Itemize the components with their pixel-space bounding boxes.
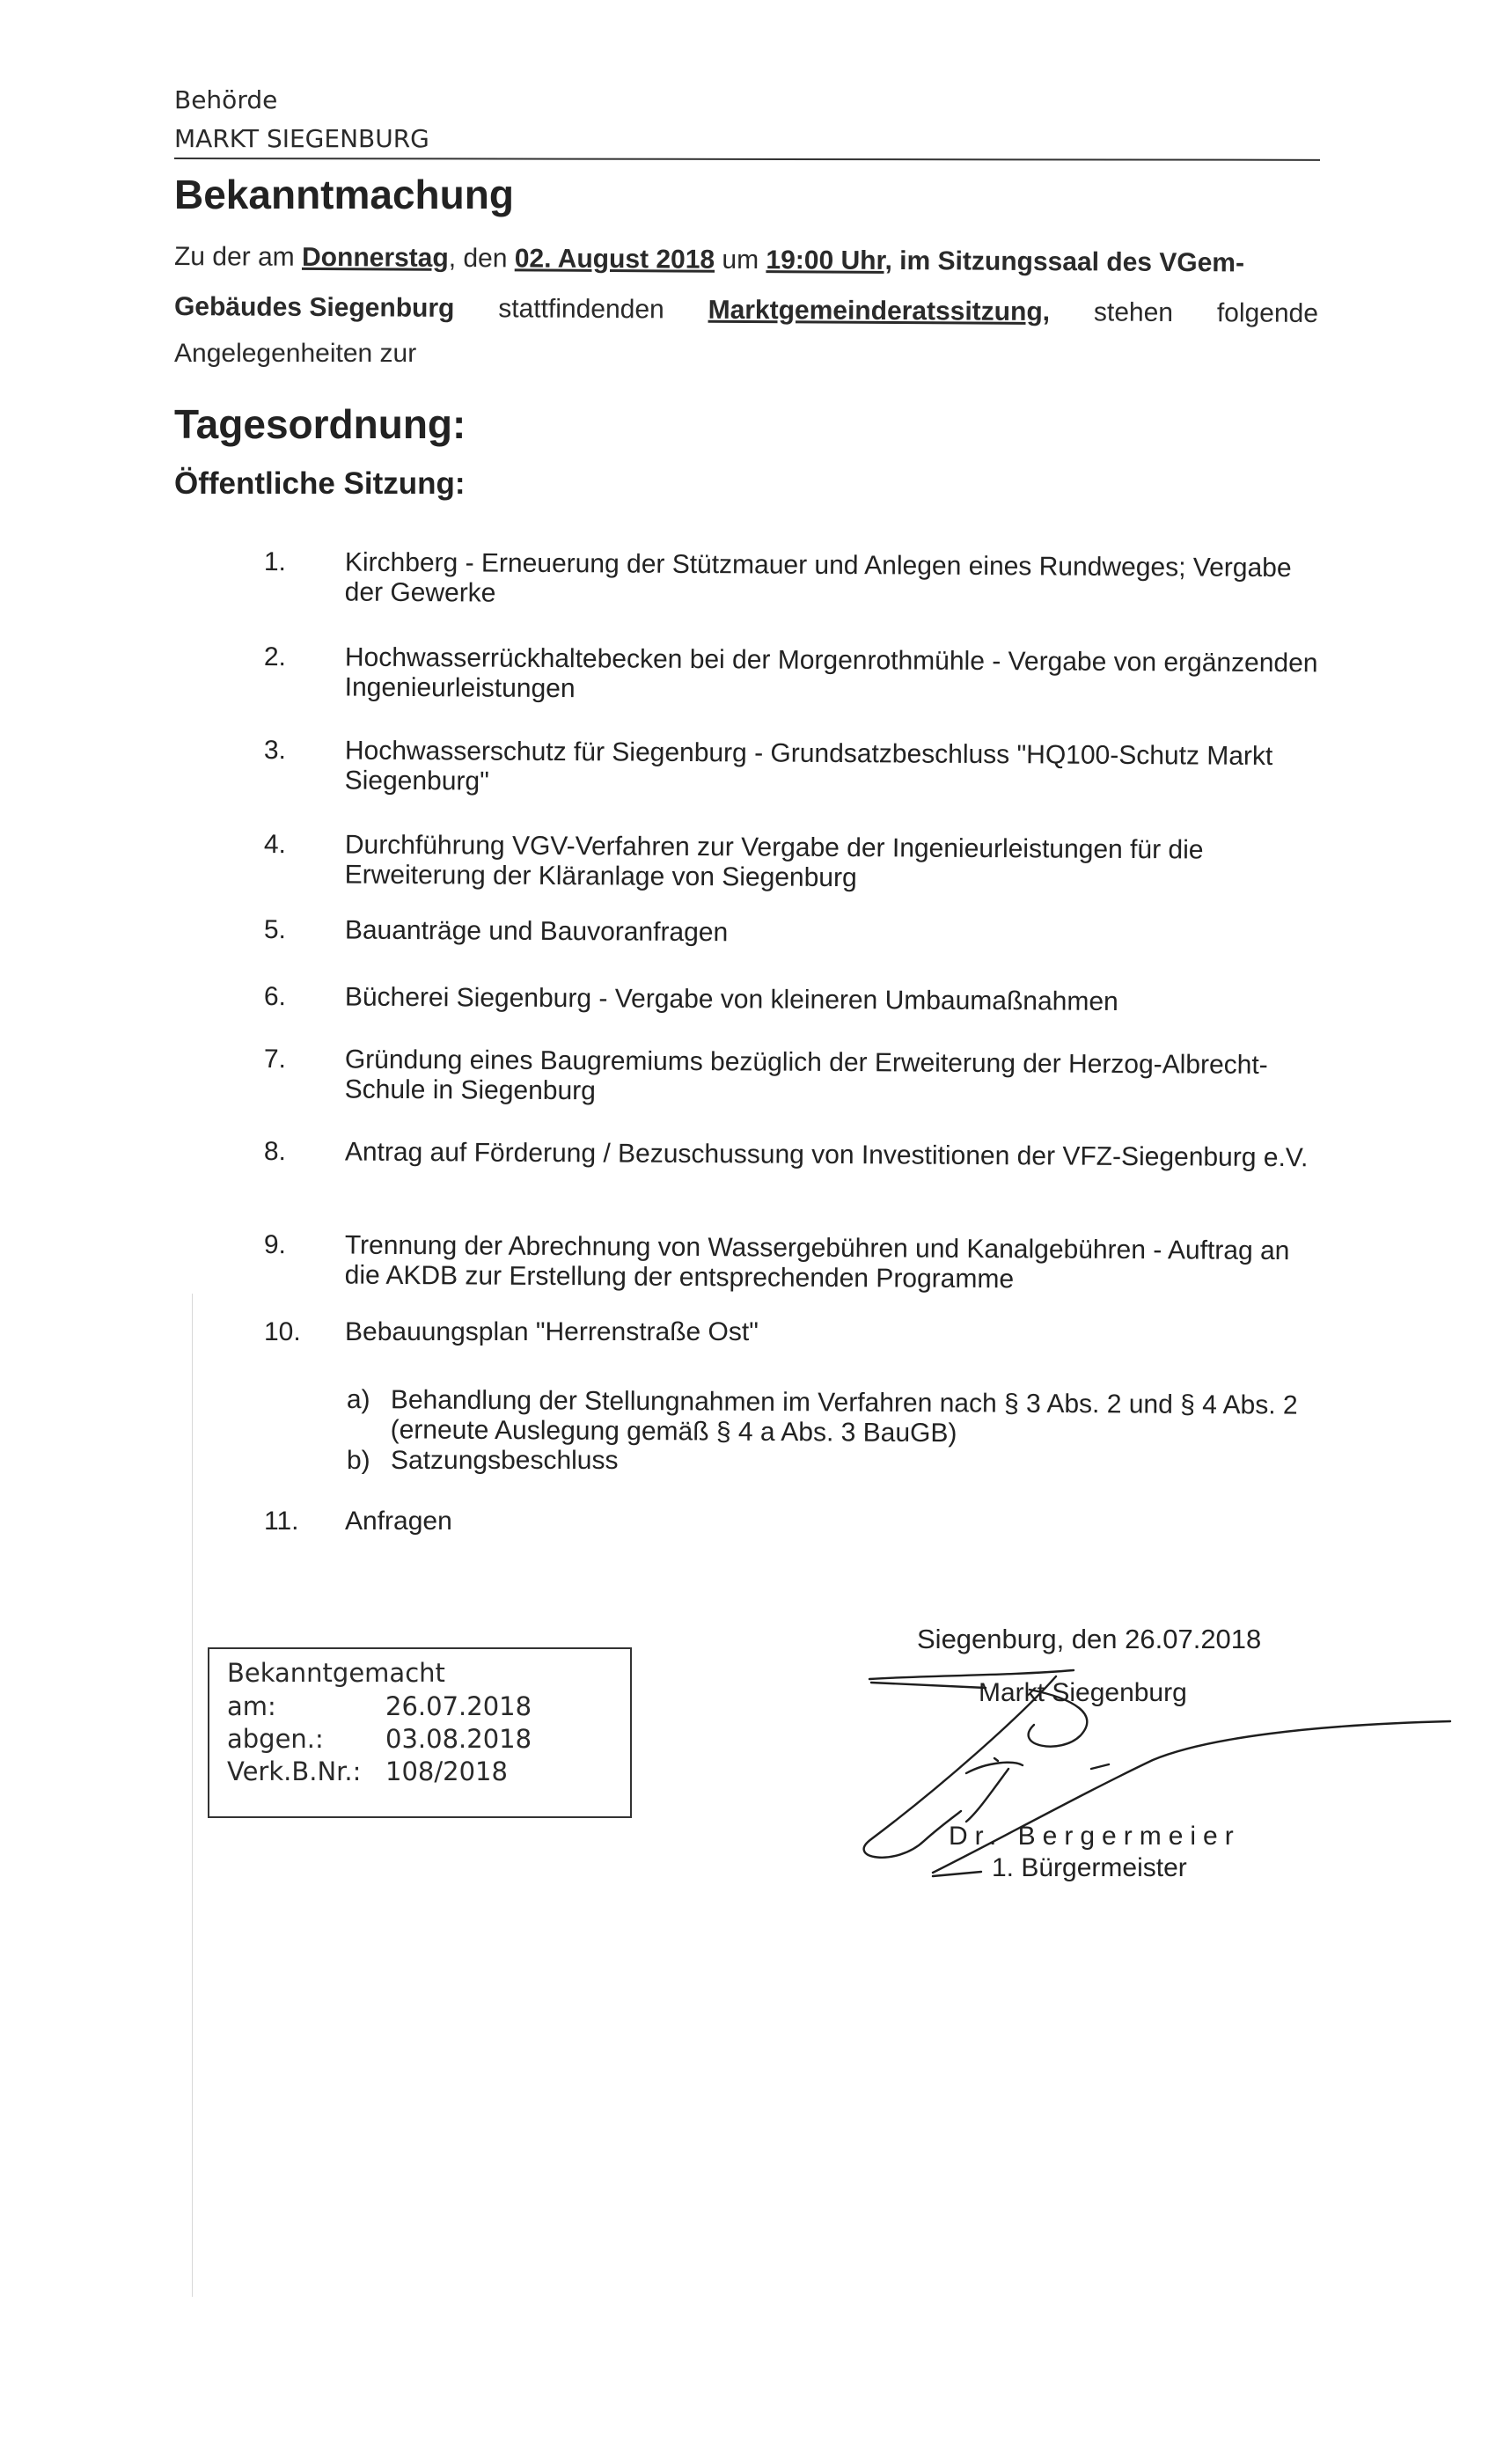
meeting-time: 19:00 Uhr, bbox=[766, 246, 893, 275]
agenda-title: Tagesordnung: bbox=[174, 401, 466, 447]
agenda-item bbox=[263, 736, 1338, 796]
agenda-item-number: 11. bbox=[264, 1507, 299, 1536]
subitem-text: Satzungsbeschluss bbox=[391, 1446, 619, 1475]
agenda-item-number: 10. bbox=[264, 1317, 301, 1346]
agenda-item-number: 4. bbox=[263, 830, 287, 860]
agenda-item-number: 9. bbox=[263, 1230, 287, 1260]
register-number-label: Verk.B.Nr.: bbox=[227, 1756, 362, 1786]
removed-on-value: 03.08.2018 bbox=[385, 1724, 532, 1754]
subitem-text: Behandlung der Stellungnahmen im Verfahren nach § 3 Abs. 2 und § 4 Abs. 2 (erneute Auslegung gemäß § 4 a Abs. 3 BauGB) bbox=[390, 1385, 1298, 1448]
register-number-value: 108/2018 bbox=[385, 1756, 508, 1786]
agenda-item bbox=[263, 642, 1338, 704]
meeting-date: 02. August 2018 bbox=[514, 244, 715, 275]
authority-name: MARKT SIEGENBURG bbox=[174, 124, 429, 153]
agenda-item bbox=[263, 982, 1338, 1016]
agenda-item-text: Trennung der Abrechnung von Wassergebühren und Kanalgebühren - Auftrag an die AKDB zur Erstellung der entsprechenden Programme bbox=[344, 1230, 1290, 1294]
place-date: Siegenburg, den 26.07.2018 bbox=[917, 1624, 1262, 1654]
publication-box bbox=[208, 1647, 632, 1818]
meeting-place: Gebäudes Siegenburg bbox=[173, 292, 455, 323]
publication-heading: Bekanntgemacht bbox=[227, 1658, 445, 1688]
agenda-item-text: Durchführung VGV-Verfahren zur Vergabe der Ingenieurleistungen für die Erweiterung der Kläranlage von Siegenburg bbox=[344, 830, 1204, 893]
subitem-letter: a) bbox=[346, 1385, 370, 1415]
removed-on-label: abgen.: bbox=[227, 1724, 324, 1754]
agenda-subitem bbox=[346, 1385, 1332, 1448]
meeting-type: Marktgemeinderatssitzung, bbox=[708, 295, 1051, 327]
subitem-letter: b) bbox=[347, 1446, 370, 1475]
intro-line-1: Zu der am Donnerstag, den 02. August 2018 um 19:00 Uhr, im Sitzungssaal des VGem- bbox=[173, 242, 1245, 278]
agenda-item-text: Kirchberg - Erneuerung der Stützmauer und Anlegen eines Rundweges; Vergabe der Gewerke bbox=[344, 547, 1292, 608]
signer-office: 1. Bürgermeister bbox=[992, 1853, 1187, 1882]
agenda-item bbox=[263, 1230, 1338, 1294]
agenda-item-number: 6. bbox=[263, 982, 287, 1012]
published-on-label: am: bbox=[227, 1691, 276, 1721]
agenda-item-text: Bücherei Siegenburg - Vergabe von kleineren Umbaumaßnahmen bbox=[344, 982, 1118, 1016]
authority-label: Behörde bbox=[174, 85, 278, 114]
session-title: Öffentliche Sitzung: bbox=[174, 466, 466, 501]
header-divider bbox=[174, 158, 1320, 161]
agenda-item-text: Anfragen bbox=[345, 1507, 452, 1536]
agenda-item-number: 8. bbox=[263, 1137, 287, 1167]
signer-name: Dr. Bergermeier bbox=[949, 1822, 1241, 1851]
agenda-item bbox=[263, 547, 1338, 608]
signature-organization: Markt Siegenburg bbox=[979, 1678, 1187, 1707]
agenda-item-text: Bauanträge und Bauvoranfragen bbox=[344, 915, 729, 948]
agenda-item bbox=[263, 830, 1338, 893]
agenda-item-text: Antrag auf Förderung / Bezuschussung von Investitionen der VFZ-Siegenburg e.V. bbox=[344, 1137, 1309, 1173]
agenda-item-number: 3. bbox=[263, 736, 287, 766]
intro-line-3: Angelegenheiten zur bbox=[174, 339, 417, 368]
agenda-item-text: Gründung eines Baugremiums bezüglich der Erweiterung der Herzog-Albrecht-Schule in Siegenburg bbox=[344, 1045, 1268, 1106]
authority-header bbox=[174, 81, 429, 158]
agenda-item bbox=[263, 915, 1338, 948]
document-title: Bekanntmachung bbox=[174, 172, 514, 217]
agenda-item-number: 7. bbox=[263, 1045, 287, 1074]
agenda-item bbox=[263, 1137, 1338, 1173]
agenda-item-text: Hochwasserrückhaltebecken bei der Morgenrothmühle - Vergabe von ergänzenden Ingenieurleistungen bbox=[344, 642, 1318, 704]
published-on-value: 26.07.2018 bbox=[385, 1691, 532, 1721]
agenda-item-number: 1. bbox=[263, 547, 287, 577]
meeting-weekday: Donnerstag bbox=[301, 242, 449, 273]
agenda-item bbox=[263, 1045, 1338, 1106]
scan-margin-line bbox=[192, 1294, 193, 2297]
intro-line-2: Gebäudes Siegenburg stattfindenden Marktgemeinderatssitzung, stehen folgende bbox=[173, 292, 1319, 328]
handwritten-signature bbox=[792, 1637, 1452, 1901]
agenda-item-text: Hochwasserschutz für Siegenburg - Grundsatzbeschluss "HQ100-Schutz Markt Siegenburg" bbox=[344, 736, 1273, 796]
agenda-item-number: 2. bbox=[263, 642, 287, 672]
agenda-item-text: Bebauungsplan "Herrenstraße Ost" bbox=[345, 1317, 759, 1346]
agenda-item-number: 5. bbox=[263, 915, 287, 945]
